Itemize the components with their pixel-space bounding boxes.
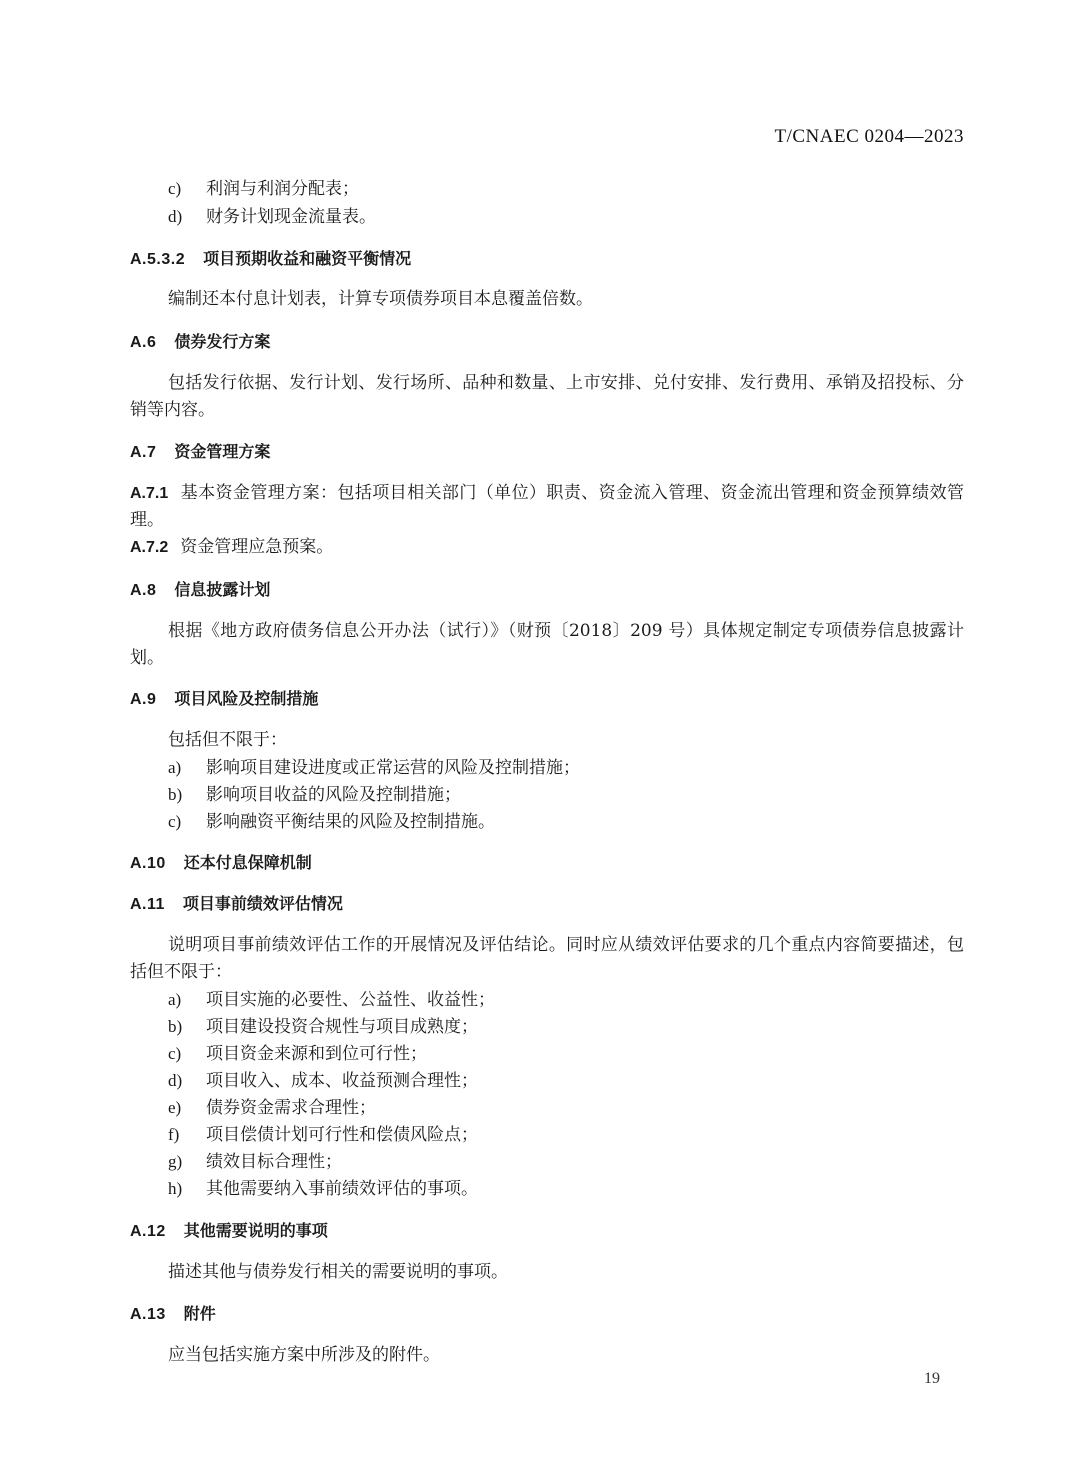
section-heading (130, 685, 964, 713)
list-marker: c) (168, 179, 182, 198)
list-item-text: 财务计划现金流量表。 (206, 207, 376, 227)
section-title: 还本付息保障机制 (183, 853, 312, 872)
list-item (130, 1040, 964, 1068)
section-number: A.12 (130, 1223, 166, 1240)
page-number: 19 (924, 1370, 940, 1387)
list-item (130, 781, 964, 809)
paragraph: 根据《地方政府债务信息公开办法（试行）》（财预〔2018〕209 号）具体规定制定专项债券信息披露计划。 (130, 621, 964, 668)
list-marker: d) (168, 1071, 183, 1090)
section-heading (130, 245, 964, 273)
list-item-text: 项目资金来源和到位可行性； (206, 1044, 427, 1064)
list-item-text: 项目偿债计划可行性和偿债风险点； (206, 1125, 478, 1145)
list-item (130, 1067, 964, 1095)
section-heading (130, 1217, 964, 1245)
list-item-text: 债券资金需求合理性； (206, 1098, 376, 1118)
paragraph: 应当包括实施方案中所涉及的附件。 (168, 1345, 440, 1365)
list-item-text: 绩效目标合理性； (206, 1152, 342, 1172)
subclause-text: 基本资金管理方案：包括项目相关部门（单位）职责、资金流入管理、资金流出管理和资金预算绩效管理。 (130, 483, 964, 530)
list-marker: b) (168, 1017, 183, 1036)
subclause-number: A.7.2 (130, 539, 169, 556)
section-number: A.11 (130, 896, 165, 913)
section-heading (130, 1300, 964, 1328)
section-title: 其他需要说明的事项 (183, 1221, 328, 1240)
list-item (130, 754, 964, 782)
list-item (130, 986, 964, 1014)
list-marker: h) (168, 1179, 183, 1198)
list-marker: g) (168, 1152, 183, 1171)
list-item-text: 利润与利润分配表； (206, 179, 359, 199)
paragraph: 包括发行依据、发行计划、发行场所、品种和数量、上市安排、兑付安排、发行费用、承销及招投标、分销等内容。 (130, 373, 964, 420)
document-code: T/CNAEC 0204—2023 (774, 126, 964, 147)
subclause-number: A.7.1 (130, 485, 169, 502)
list-item (130, 1148, 964, 1176)
subclause (130, 480, 964, 534)
paragraph: 描述其他与债券发行相关的需要说明的事项。 (168, 1262, 508, 1282)
section-number: A.10 (130, 855, 166, 872)
paragraph: 编制还本付息计划表，计算专项债券项目本息覆盖倍数。 (168, 289, 593, 309)
list-item (130, 1121, 964, 1149)
section-title: 项目预期收益和融资平衡情况 (203, 249, 412, 268)
section-title: 债券发行方案 (174, 332, 271, 351)
list-marker: a) (168, 758, 182, 777)
section-title: 信息披露计划 (174, 580, 271, 599)
section-number: A.5.3.2 (130, 251, 186, 268)
list-marker: f) (168, 1125, 180, 1144)
section-heading (130, 576, 964, 604)
subclause-text: 资金管理应急预案。 (180, 537, 334, 557)
list-item (130, 1013, 964, 1041)
paragraph: 包括但不限于： (168, 730, 287, 750)
list-item (130, 203, 964, 231)
section-number: A.7 (130, 444, 157, 461)
list-item-text: 项目实施的必要性、公益性、收益性； (206, 990, 495, 1010)
list-marker: d) (168, 207, 183, 226)
list-marker: b) (168, 785, 183, 804)
section-number: A.13 (130, 1306, 166, 1323)
list-item (130, 1094, 964, 1122)
section-number: A.8 (130, 582, 157, 599)
list-marker: e) (168, 1098, 182, 1117)
section-heading (130, 438, 964, 466)
list-marker: c) (168, 812, 182, 831)
list-item-text: 影响项目收益的风险及控制措施； (206, 785, 461, 805)
section-heading (130, 890, 964, 918)
list-item-text: 影响项目建设进度或正常运营的风险及控制措施； (206, 758, 580, 778)
section-title: 项目风险及控制措施 (174, 689, 319, 708)
list-item (130, 1175, 964, 1203)
paragraph: 说明项目事前绩效评估工作的开展情况及评估结论。同时应从绩效评估要求的几个重点内容简要描述，包括但不限于： (130, 935, 964, 982)
subclause (130, 534, 964, 561)
section-number: A.6 (130, 334, 157, 351)
section-title: 资金管理方案 (174, 442, 271, 461)
list-item (130, 808, 964, 836)
section-title: 项目事前绩效评估情况 (182, 894, 343, 913)
section-title: 附件 (183, 1304, 216, 1323)
list-marker: c) (168, 1044, 182, 1063)
list-marker: a) (168, 990, 182, 1009)
section-heading (130, 328, 964, 356)
list-item-text: 影响融资平衡结果的风险及控制措施。 (206, 812, 495, 832)
list-item-text: 项目建设投资合规性与项目成熟度； (206, 1017, 478, 1037)
list-item-text: 项目收入、成本、收益预测合理性； (206, 1071, 478, 1091)
list-item-text: 其他需要纳入事前绩效评估的事项。 (206, 1179, 478, 1199)
section-heading (130, 849, 964, 877)
section-number: A.9 (130, 691, 157, 708)
list-item (130, 175, 964, 203)
